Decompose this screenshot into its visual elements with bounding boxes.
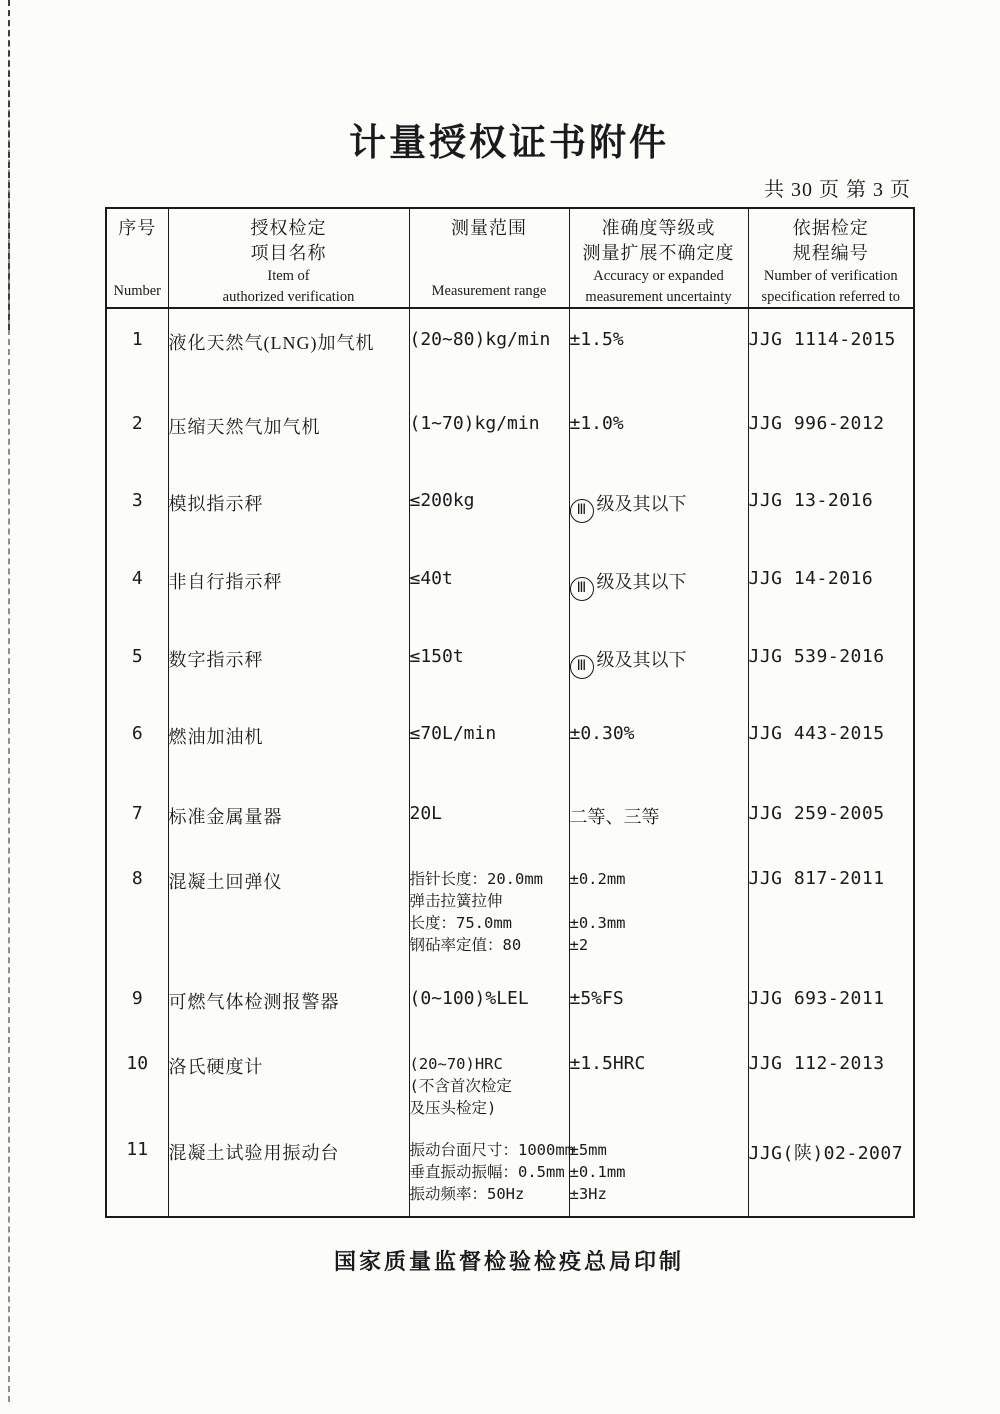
row-number-cell: 5 (131, 646, 143, 667)
table-row (106, 783, 914, 848)
spec-number-cell: JJG 112-2013 (748, 1033, 914, 1119)
accuracy-cell: ±5mm ±0.1mm ±3Hz (569, 1119, 748, 1217)
measurement-range-cell: ≤150t (409, 626, 569, 703)
column-header-1 (168, 208, 409, 308)
measurement-range-cell: 振动台面尺寸：1000mm 垂直振动振幅：0.5mm 振动频率：50Hz (409, 1119, 569, 1217)
column-header-2 (409, 208, 569, 308)
spec-number-cell: JJG 693-2011 (748, 968, 914, 1033)
verification-table (105, 207, 915, 1218)
spec-number-cell: JJG(陕)02-2007 (748, 1119, 914, 1217)
accuracy-cell: Ⅲ 级及其以下 (569, 470, 748, 548)
row-number-cell: 9 (131, 988, 143, 1009)
column-header-en: Item of authorized verification (222, 268, 355, 305)
row-number-cell: 11 (126, 1139, 149, 1160)
spec-number-cell: JJG 13-2016 (748, 470, 914, 548)
table-row (106, 626, 914, 703)
accuracy-class-badge: Ⅲ (570, 577, 594, 601)
table-row (106, 393, 914, 470)
item-name-cell: 非自行指示秤 (168, 548, 409, 626)
row-number-cell: 1 (131, 329, 143, 350)
measurement-range-cell: (20~70)HRC (不含首次检定 及压头检定) (409, 1033, 569, 1119)
row-number-cell: 8 (131, 868, 143, 889)
table-row (106, 548, 914, 626)
column-header-zh: 准确度等级或 测量扩展不确定度 (582, 218, 735, 263)
row-number-cell: 6 (131, 723, 143, 744)
column-header-3 (569, 208, 748, 308)
verification-table-wrap (105, 207, 915, 1218)
measurement-range-cell: (20~80)kg/min (409, 308, 569, 393)
item-name-cell: 标准金属量器 (168, 783, 409, 848)
measurement-range-cell: (1~70)kg/min (409, 393, 569, 470)
row-number-cell: 2 (131, 413, 143, 434)
page-title: 计量授权证书附件 (349, 123, 669, 164)
scan-edge-artifact-top (8, 0, 10, 330)
measurement-range-cell: ≤200kg (409, 470, 569, 548)
spec-number-cell: JJG 14-2016 (748, 548, 914, 626)
accuracy-cell: ±5%FS (569, 968, 748, 1033)
accuracy-cell: ±1.0% (569, 393, 748, 470)
table-row (106, 1119, 914, 1217)
column-header-zh: 授权检定 项目名称 (250, 218, 327, 263)
measurement-range-cell: 20L (409, 783, 569, 848)
item-name-cell: 混凝土回弹仪 (168, 848, 409, 968)
table-row (106, 470, 914, 548)
accuracy-cell: ±1.5HRC (569, 1033, 748, 1119)
item-name-cell: 模拟指示秤 (168, 470, 409, 548)
item-name-cell: 混凝土试验用振动台 (168, 1119, 409, 1217)
column-header-zh: 测量范围 (451, 218, 527, 238)
table-row (106, 968, 914, 1033)
page-count-label: 共 30 页 第 3 页 (764, 179, 911, 201)
measurement-range-cell: 指针长度：20.0mm 弹击拉簧拉伸 长度：75.0mm 钢砧率定值：80 (409, 848, 569, 968)
column-header-en: Number (113, 283, 161, 299)
accuracy-cell: Ⅲ 级及其以下 (569, 548, 748, 626)
spec-number-cell: JJG 539-2016 (748, 626, 914, 703)
measurement-range-cell: ≤40t (409, 548, 569, 626)
measurement-range-cell: ≤70L/min (409, 703, 569, 783)
row-number-cell: 10 (126, 1053, 149, 1074)
table-row (106, 1033, 914, 1119)
spec-number-cell: JJG 996-2012 (748, 393, 914, 470)
column-header-zh: 依据检定 规程编号 (792, 218, 869, 263)
issuing-authority-footer: 国家质量监督检验检疫总局印制 (333, 1249, 684, 1274)
spec-number-cell: JJG 443-2015 (748, 703, 914, 783)
item-name-cell: 燃油加油机 (168, 703, 409, 783)
table-header (106, 208, 914, 308)
accuracy-cell: ±1.5% (569, 308, 748, 393)
item-name-cell: 洛氏硬度计 (168, 1033, 409, 1119)
table-body (106, 308, 914, 1217)
measurement-range-cell: (0~100)%LEL (409, 968, 569, 1033)
accuracy-cell: 二等、三等 (569, 783, 748, 848)
row-number-cell: 7 (131, 803, 143, 824)
spec-number-cell: JJG 1114-2015 (748, 308, 914, 393)
row-number-cell: 3 (131, 490, 143, 511)
table-row (106, 703, 914, 783)
accuracy-cell: Ⅲ 级及其以下 (569, 626, 748, 703)
accuracy-class-badge: Ⅲ (570, 499, 594, 523)
column-header-4 (748, 208, 914, 308)
spec-number-cell: JJG 817-2011 (748, 848, 914, 968)
item-name-cell: 可燃气体检测报警器 (168, 968, 409, 1033)
accuracy-class-badge: Ⅲ (570, 655, 594, 679)
accuracy-cell: ±0.2mm ±0.3mm ±2 (569, 848, 748, 968)
row-number-cell: 4 (131, 568, 143, 589)
column-header-zh: 序号 (118, 218, 157, 238)
column-header-en: Accuracy or expanded measurement uncertainty (585, 268, 732, 305)
table-row (106, 848, 914, 968)
column-header-0 (106, 208, 168, 308)
item-name-cell: 液化天然气(LNG)加气机 (168, 308, 409, 393)
header-row (106, 208, 914, 308)
table-row (106, 308, 914, 393)
column-header-en: Measurement range (431, 283, 547, 299)
accuracy-cell: ±0.30% (569, 703, 748, 783)
spec-number-cell: JJG 259-2005 (748, 783, 914, 848)
column-header-en: Number of verification specification referred to (761, 268, 900, 305)
item-name-cell: 压缩天然气加气机 (168, 393, 409, 470)
item-name-cell: 数字指示秤 (168, 626, 409, 703)
